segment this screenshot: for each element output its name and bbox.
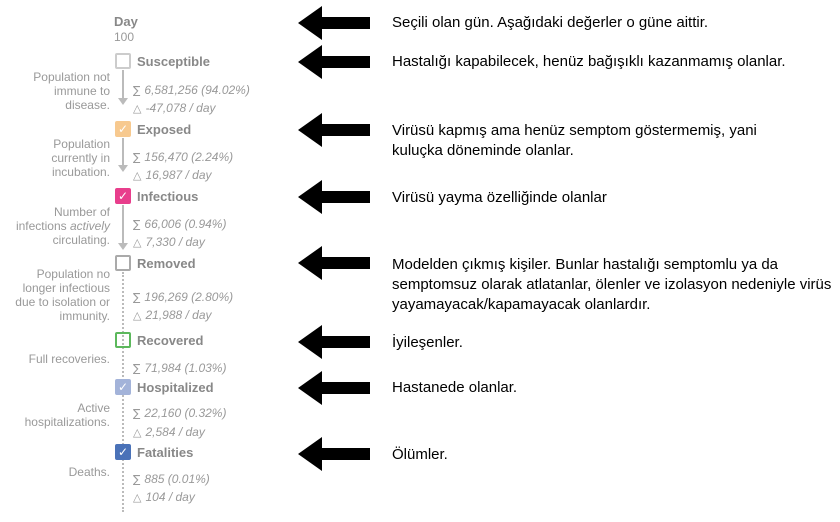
state-description: Deaths. (68, 465, 110, 479)
arrow-left-icon (298, 325, 370, 359)
check-icon: ✓ (117, 122, 129, 136)
state-name: Fatalities (137, 444, 194, 460)
fatalities-checkbox[interactable] (115, 444, 131, 460)
hospitalized-checkbox[interactable] (115, 379, 131, 395)
state-description: Active hospitalizations. (24, 401, 110, 429)
state-infectious[interactable] (115, 187, 198, 205)
arrow-left-icon (298, 113, 370, 147)
day-value: 100 (114, 30, 135, 44)
day-label: Day (114, 14, 138, 29)
susceptible-checkbox[interactable] (115, 53, 131, 69)
state-description: Full recoveries. (28, 352, 110, 366)
note-hospitalized: Hastanede olanlar. (392, 379, 518, 396)
state-description: Population no longer infectious due to isolation or immunity. (15, 267, 110, 323)
state-description: Number of infections actively circulating. (15, 205, 110, 247)
arrow-left-icon (298, 45, 370, 79)
check-icon: ✓ (117, 445, 129, 459)
check-icon: ✓ (117, 380, 129, 394)
state-delta: △ 16,987 / day (133, 168, 212, 182)
state-delta: △ 7,330 / day (133, 235, 205, 249)
note-day: Seçili olan gün. Aşağıdaki değerler o güne aittir. (392, 14, 709, 31)
state-total: ∑ 156,470 (2.24%) (133, 150, 234, 164)
state-total: ∑ 196,269 (2.80%) (133, 290, 234, 304)
note-fatalities: Ölümler. (392, 446, 448, 463)
state-name: Removed (137, 255, 196, 271)
state-description: Population not immune to disease. (33, 70, 110, 112)
note-exposed: Virüsü kapmış ama henüz semptom göstermemiş, yani kuluçka döneminde olanlar. (392, 122, 757, 159)
note-susceptible: Hastalığı kapabilecek, henüz bağışıklı kazanmamış olanlar. (392, 53, 786, 70)
state-delta: △ 104 / day (133, 490, 195, 504)
state-delta: △ -47,078 / day (133, 101, 216, 115)
arrow-left-icon (298, 437, 370, 471)
state-recovered[interactable] (115, 331, 203, 349)
flow-line-infectious-removed (122, 205, 124, 243)
state-total: ∑ 22,160 (0.32%) (133, 406, 227, 420)
state-name: Infectious (137, 188, 199, 204)
check-icon: ✓ (117, 189, 129, 203)
state-delta: △ 2,584 / day (133, 425, 205, 439)
recovered-checkbox[interactable] (115, 332, 131, 348)
state-total: ∑ 885 (0.01%) (133, 472, 210, 486)
removed-checkbox[interactable] (115, 255, 131, 271)
arrow-left-icon (298, 246, 370, 280)
state-fatalities[interactable] (115, 443, 193, 461)
state-total: ∑ 66,006 (0.94%) (133, 217, 227, 231)
flow-arrowhead-exposed-infectious (118, 165, 128, 172)
state-name: Hospitalized (137, 379, 214, 395)
state-total: ∑ 71,984 (1.03%) (133, 361, 227, 375)
arrow-left-icon (298, 180, 370, 214)
state-description: Population currently in incubation. (51, 137, 110, 179)
state-name: Susceptible (137, 53, 210, 69)
state-name: Recovered (137, 332, 204, 348)
state-susceptible[interactable] (115, 52, 210, 70)
exposed-checkbox[interactable] (115, 121, 131, 137)
state-total: ∑ 6,581,256 (94.02%) (133, 83, 250, 97)
flow-arrowhead-infectious-removed (118, 243, 128, 250)
arrow-left-icon (298, 6, 370, 40)
flow-line-exposed-infectious (122, 138, 124, 165)
state-exposed[interactable] (115, 120, 191, 138)
state-hospitalized[interactable] (115, 378, 214, 396)
infectious-checkbox[interactable] (115, 188, 131, 204)
note-removed: Modelden çıkmış kişiler. Bunlar hastalığı semptomlu ya da semptomsuz olarak atlatanlar, ölenler ve izolasyon nedeniyle virüs yayamayacak/kapamayacak olanlardır. (392, 256, 832, 313)
state-name: Exposed (137, 121, 192, 137)
state-removed[interactable] (115, 254, 196, 272)
note-infectious: Virüsü yayma özelliğinde olanlar (392, 189, 607, 206)
flow-line-susceptible-exposed (122, 70, 124, 98)
arrow-left-icon (298, 371, 370, 405)
note-recovered: İyileşenler. (392, 334, 463, 351)
state-delta: △ 21,988 / day (133, 308, 212, 322)
flow-arrowhead-susceptible-exposed (118, 98, 128, 105)
